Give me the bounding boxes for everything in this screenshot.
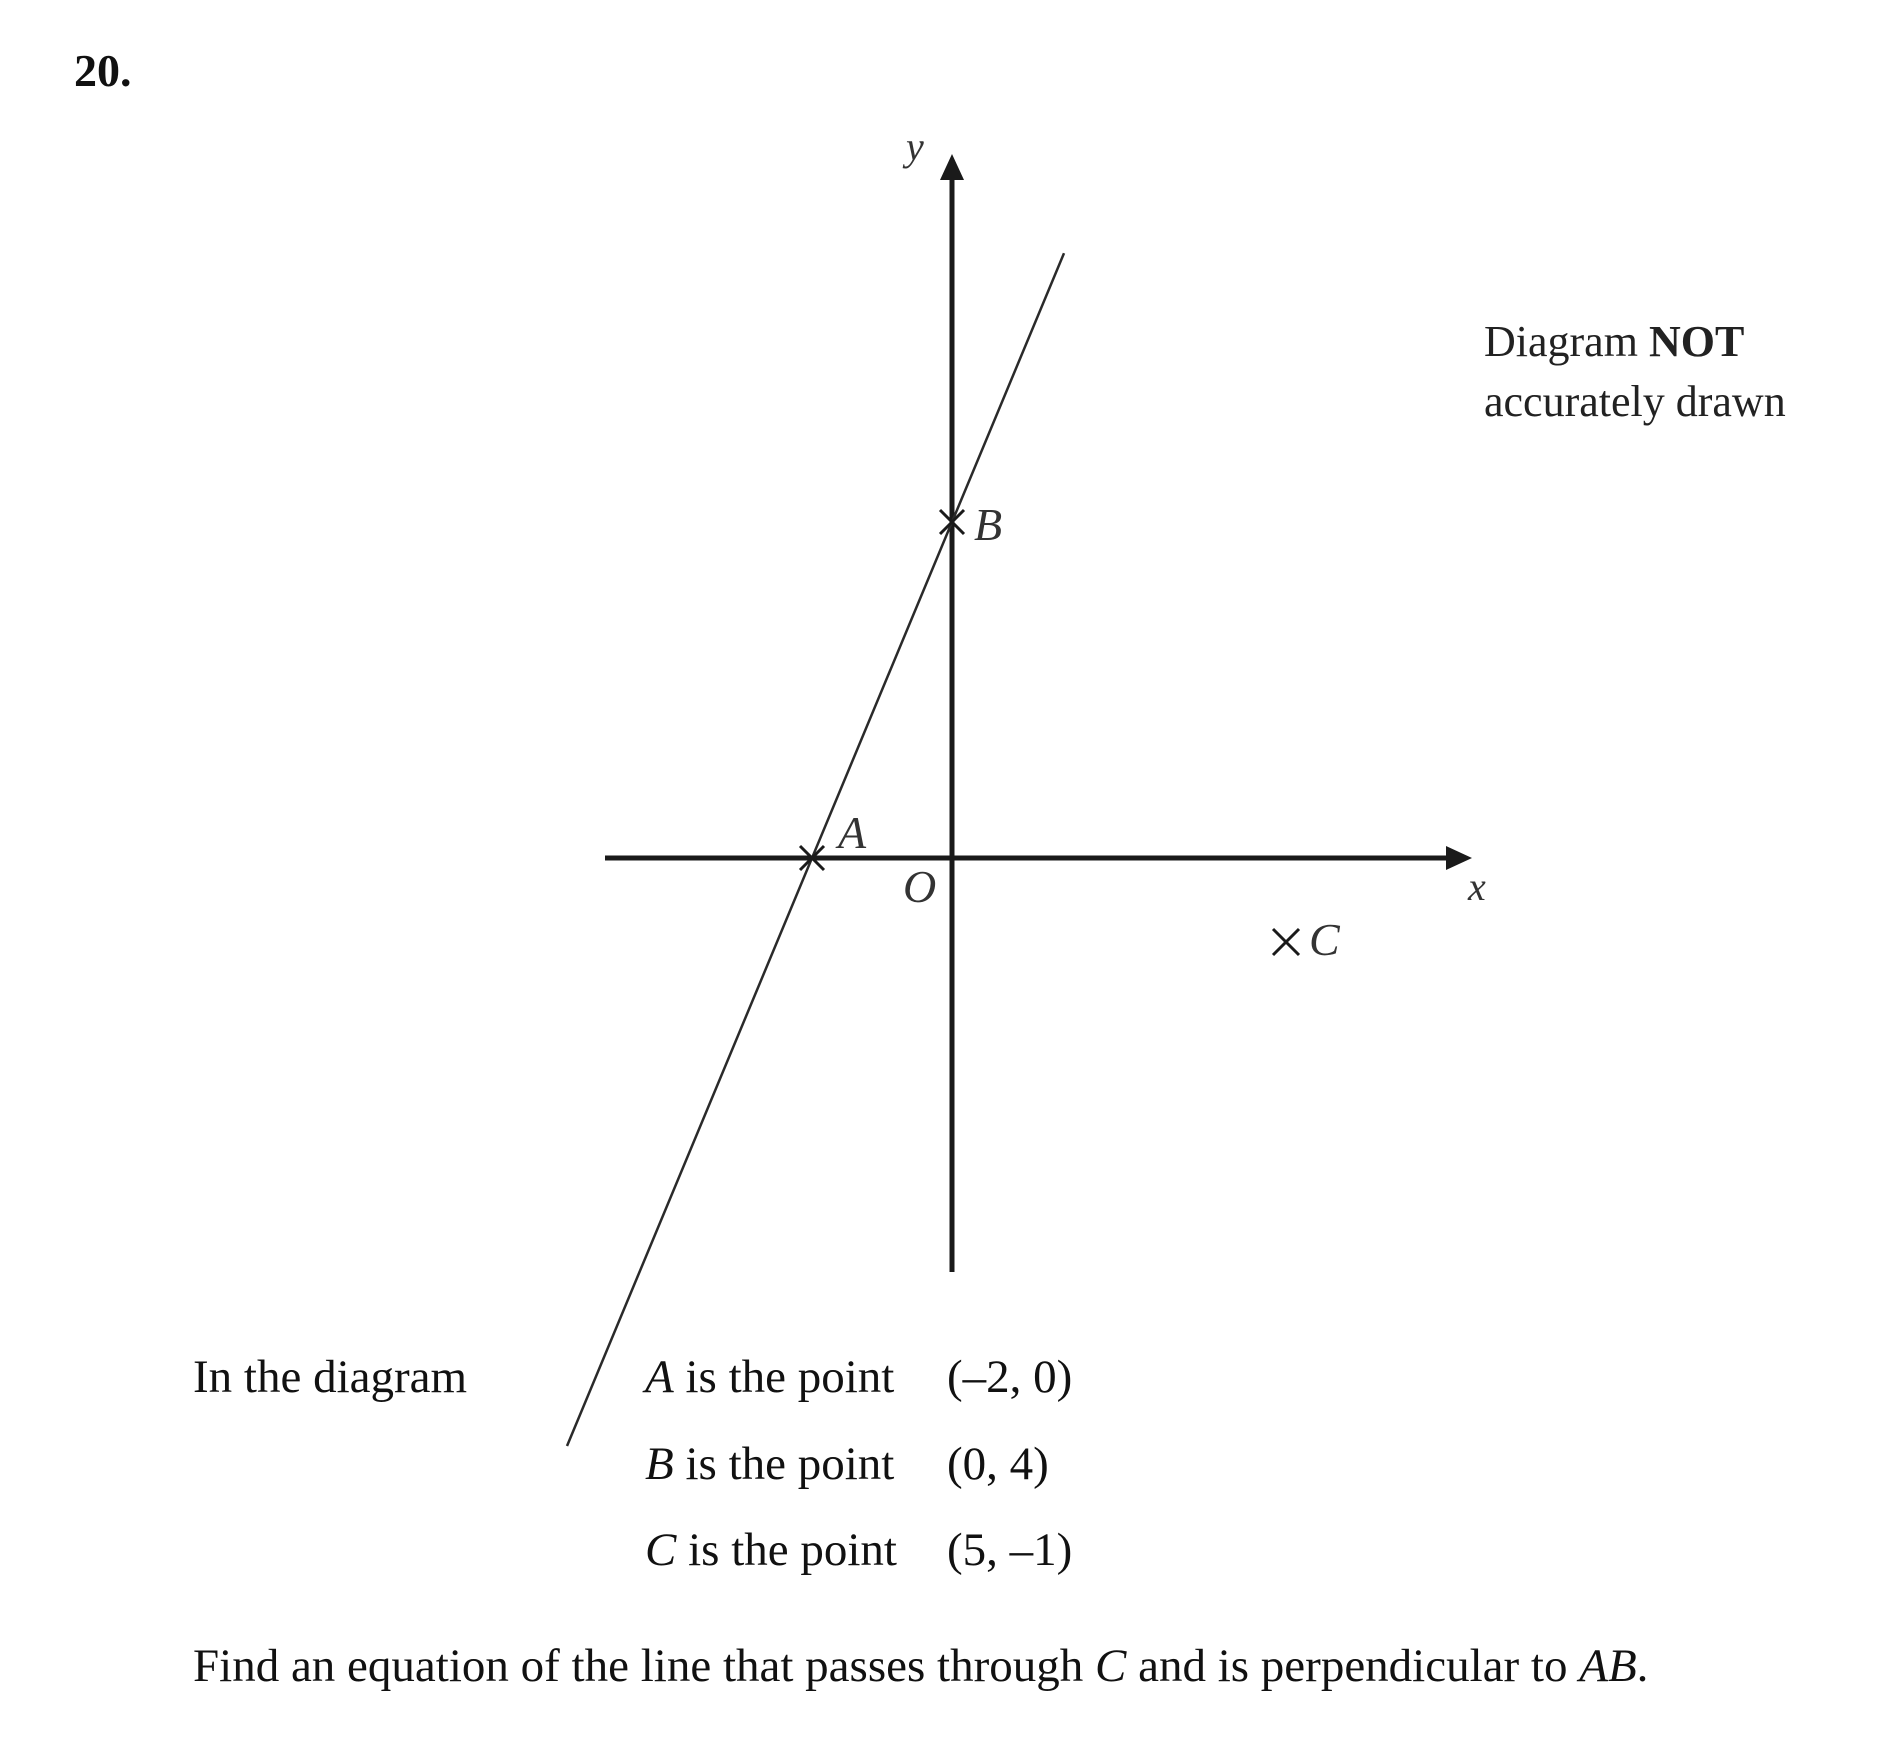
x-axis-label: x bbox=[1468, 864, 1486, 909]
point-a-label: A bbox=[838, 807, 867, 858]
given-letter: A bbox=[645, 1351, 674, 1403]
point-b-label: B bbox=[974, 499, 1003, 550]
given-point-c bbox=[645, 1524, 1073, 1576]
point-c-label: C bbox=[1309, 914, 1340, 965]
origin-label: O bbox=[903, 861, 937, 912]
given-letter: C bbox=[645, 1524, 677, 1576]
question-task: Find an equation of the line that passes through C and is perpendicular to AB. bbox=[193, 1640, 1649, 1692]
given-coordinates: (5, –1) bbox=[947, 1524, 1073, 1576]
task-line-ab: AB bbox=[1579, 1640, 1637, 1692]
y-axis-arrow bbox=[940, 154, 964, 180]
given-text: is the point bbox=[673, 1351, 895, 1403]
question-number: 20. bbox=[74, 45, 132, 96]
note-line-1: Diagram NOT bbox=[1484, 317, 1745, 366]
point-c-marker bbox=[1273, 929, 1299, 955]
given-coordinates: (0, 4) bbox=[947, 1438, 1049, 1490]
given-point-a bbox=[645, 1351, 1073, 1403]
given-text: is the point bbox=[676, 1524, 897, 1576]
intro-text: In the diagram bbox=[193, 1351, 468, 1403]
y-axis-label: y bbox=[906, 124, 924, 169]
note-line-2: accurately drawn bbox=[1484, 377, 1786, 426]
task-point-c: C bbox=[1094, 1640, 1127, 1692]
given-coordinates: (–2, 0) bbox=[947, 1351, 1073, 1403]
given-letter: B bbox=[645, 1438, 674, 1490]
given-text: is the point bbox=[673, 1438, 895, 1490]
line-ab bbox=[567, 253, 1064, 1446]
diagram-note bbox=[1484, 312, 1786, 432]
note-emphasis: NOT bbox=[1648, 317, 1745, 366]
given-point-b bbox=[645, 1438, 1049, 1490]
